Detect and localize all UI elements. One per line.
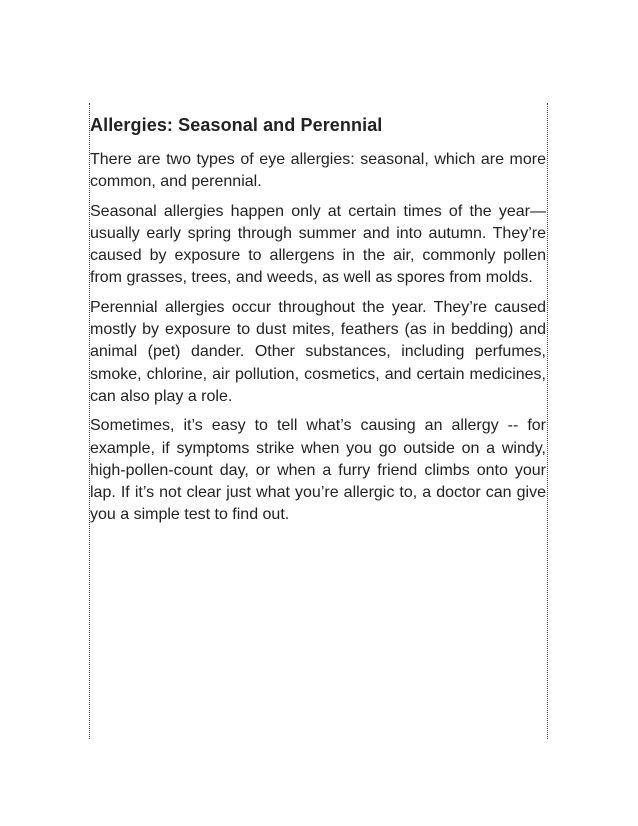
paragraph-intro: There are two types of eye allergies: seasonal, which are more common, and perennial. xyxy=(90,151,546,191)
paragraph-diagnosis: Sometimes, it’s easy to tell what’s causing an allergy -- for example, if symptoms strike when you go outside on a windy, high-pollen-count day, or when a furry friend climbs onto your lap. If it’s not clear just what you’re allergic to, a doctor can give you a simple test to find out. xyxy=(90,417,546,524)
document-title: Allergies: Seasonal and Perennial xyxy=(90,115,383,135)
document-body xyxy=(90,113,546,534)
paragraph-perennial: Perennial allergies occur throughout the year. They’re caused mostly by exposure to dust mites, feathers (as in bedding) and animal (pet) dander. Other substances, including perfumes, smoke, chlorine, air pollution, cosmetics, and certain medicines, can also play a role. xyxy=(90,298,546,405)
paragraph-seasonal: Seasonal allergies happen only at certain times of the year—usually early spring through summer and into autumn. They’re caused by exposure to allergens in the air, commonly pollen from grasses, trees, and weeds, as well as spores from molds. xyxy=(90,202,546,287)
